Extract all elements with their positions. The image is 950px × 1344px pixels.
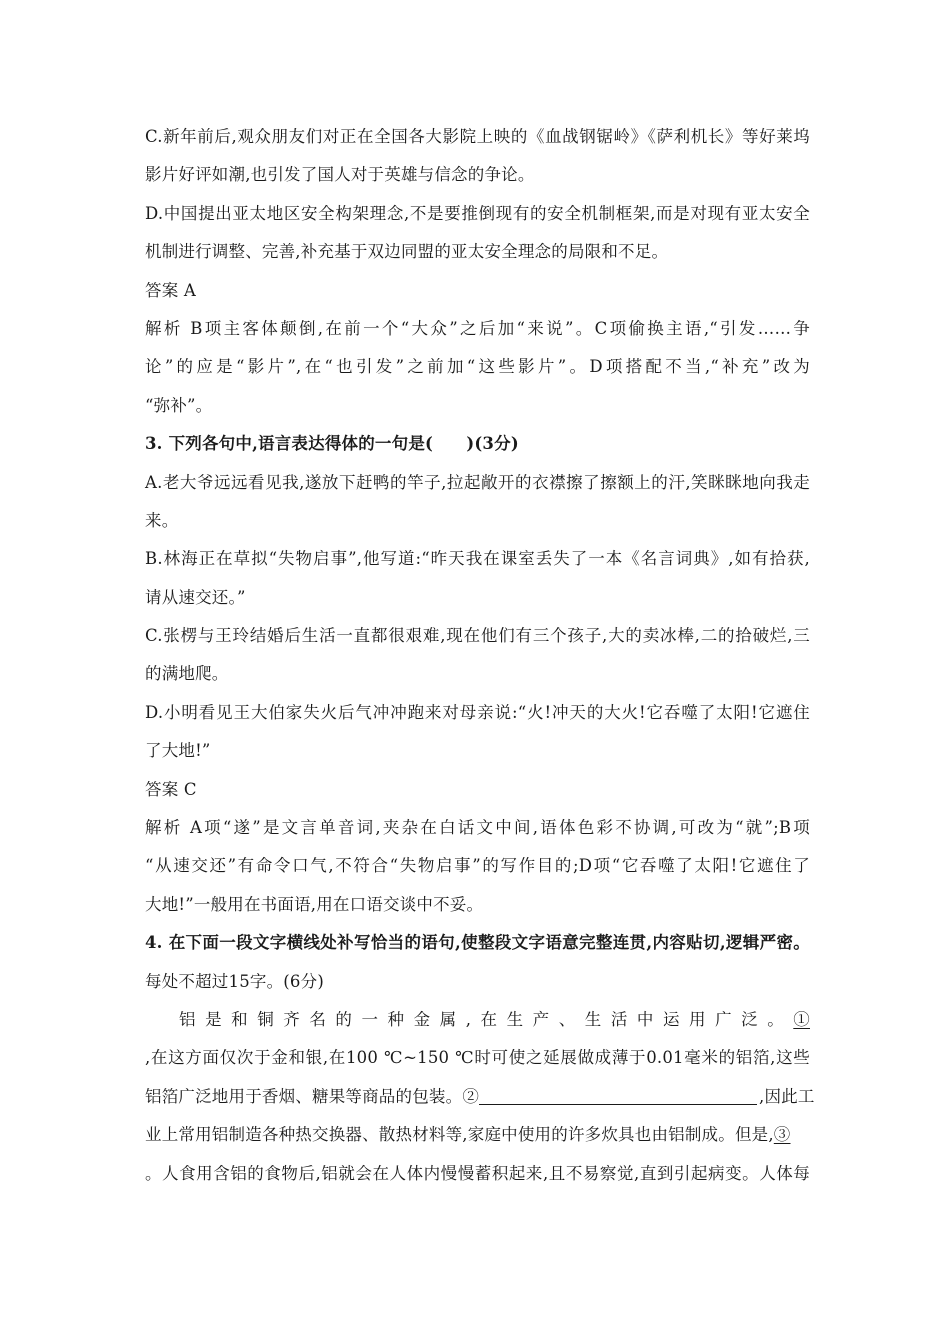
q3-option-a-line-2: 来。 bbox=[145, 510, 179, 530]
question-3-stem: 3. 下列各句中,语言表达得体的一句是( )(3分) bbox=[145, 434, 519, 454]
passage-line-2: ,在这方面仅次于金和银,在100 ℃~150 ℃时可使之延展做成薄于0.01毫米的铝箔,这些 bbox=[145, 1048, 810, 1068]
q3-option-c-line-2: 的满地爬。 bbox=[145, 664, 229, 684]
passage-line-3 bbox=[145, 1078, 815, 1116]
answer-blank-2[interactable] bbox=[479, 1086, 757, 1105]
document-page bbox=[145, 118, 815, 1193]
option-c-line-2: 影片好评如潮,也引发了国人对于英雄与信念的争论。 bbox=[145, 165, 535, 185]
option-c-line-1: C.新年前后,观众朋友们对正在全国各大影院上映的《血战钢锯岭》《萨利机长》等好莱坞 bbox=[145, 127, 810, 146]
option-d-line-2: 机制进行调整、完善,补充基于双边同盟的亚太安全理念的局限和不足。 bbox=[145, 242, 669, 262]
q3-option-a-line-1: A.老大爷远远看见我,遂放下赶鸭的竿子,拉起敞开的衣襟擦了擦额上的汗,笑眯眯地向我走 bbox=[145, 472, 810, 492]
analysis-3-line-1: 解析 A项“遂”是文言单音词,夹杂在白话文中间,语体色彩不协调,可改为“就”;B项 bbox=[145, 818, 810, 838]
question-4-stem-line-1: 4. 在下面一段文字横线处补写恰当的语句,使整段文字语意完整连贯,内容贴切,逻辑严密。 bbox=[145, 933, 810, 953]
analysis-3-line-3: 大地!”一般用在书面语,用在口语交谈中不妥。 bbox=[145, 894, 484, 914]
analysis-3-line-2: “从速交还”有命令口气,不符合“失物启事”的写作目的;D项“它吞噬了太阳!它遮住了 bbox=[145, 856, 810, 876]
option-d-line-1: D.中国提出亚太地区安全构架理念,不是要推倒现有的安全机制框架,而是对现有亚太安全 bbox=[145, 203, 810, 223]
blank-marker-1: ① bbox=[793, 1009, 810, 1029]
q3-option-c-line-1: C.张楞与王玲结婚后生活一直都很艰难,现在他们有三个孩子,大的卖冰棒,二的拾破烂,三 bbox=[145, 626, 810, 646]
passage-text-1: 铝是和铜齐名的一种金属,在生产、生活中运用广泛。 bbox=[179, 1009, 794, 1029]
passage-text-3a: 铝箔广泛地用于香烟、糖果等商品的包装。 bbox=[145, 1086, 463, 1106]
q3-option-d-line-1: D.小明看见王大伯家失火后气冲冲跑来对母亲说:“火!冲天的大火!它吞噬了太阳!它遮住 bbox=[145, 702, 810, 722]
answer-3: 答案 C bbox=[145, 779, 197, 799]
passage-text-4: 业上常用铝制造各种热交换器、散热材料等,家庭中使用的许多炊具也由铝制成。但是, bbox=[145, 1125, 774, 1145]
q3-option-b-line-1: B.林海正在草拟“失物启事”,他写道:“昨天我在课室丢失了一本《名言词典》,如有拾获, bbox=[145, 549, 810, 569]
passage-line-4 bbox=[145, 1116, 810, 1154]
analysis-2-line-2: 论”的应是“影片”,在“也引发”之前加“这些影片”。D项搭配不当,“补充”改为 bbox=[145, 357, 810, 377]
question-4-stem-line-2: 每处不超过15字。(6分) bbox=[145, 971, 324, 991]
blank-marker-2: ② bbox=[462, 1086, 480, 1106]
analysis-2-line-3: “弥补”。 bbox=[145, 395, 213, 415]
analysis-2-line-1: 解析 B项主客体颠倒,在前一个“大众”之后加“来说”。C项偷换主语,“引发……争 bbox=[145, 318, 810, 338]
passage-text-3b: ,因此工 bbox=[759, 1086, 815, 1106]
answer-2: 答案 A bbox=[145, 280, 196, 300]
passage-line-5: 。人食用含铝的食物后,铝就会在人体内慢慢蓄积起来,且不易察觉,直到引起病变。人体每 bbox=[145, 1163, 810, 1183]
blank-marker-3: ③ bbox=[773, 1125, 791, 1145]
q3-option-d-line-2: 了大地!” bbox=[145, 741, 211, 761]
passage-line-1 bbox=[145, 1001, 810, 1039]
q3-option-b-line-2: 请从速交还。” bbox=[145, 587, 246, 607]
